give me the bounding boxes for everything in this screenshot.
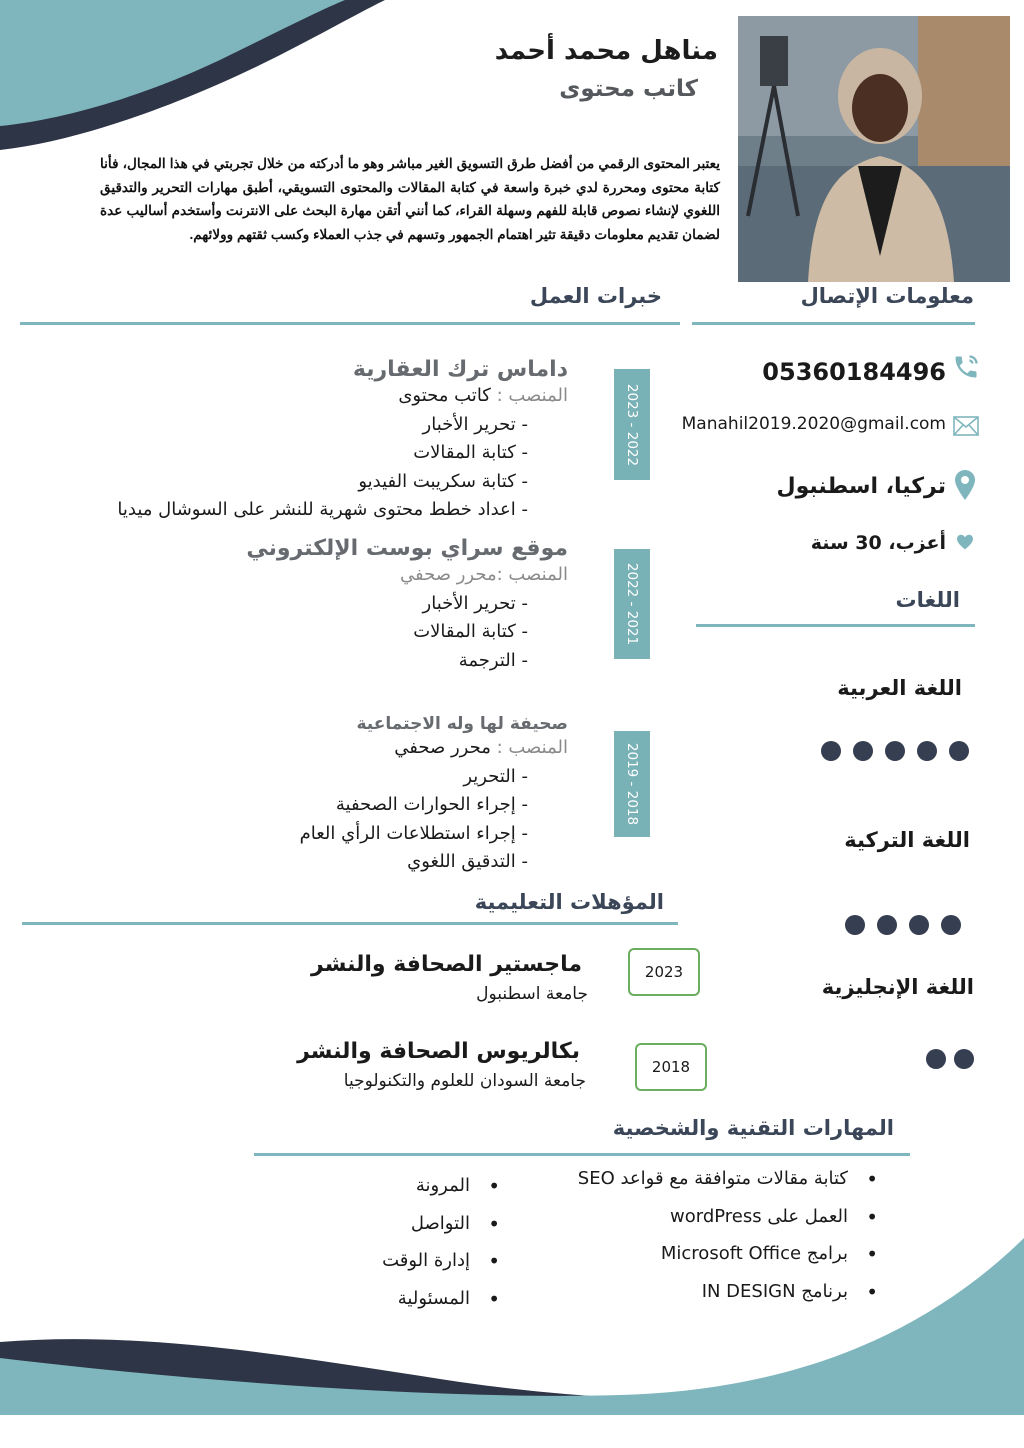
language-english: اللغة الإنجليزية (821, 975, 974, 999)
languages-divider (696, 624, 975, 627)
contact-divider (692, 322, 975, 325)
job-3-task: - التحرير (463, 765, 528, 787)
personal-skill-item: • المرونة (382, 1175, 500, 1213)
position-label: المنصب : (496, 737, 568, 758)
job-3-task: - إجراء الحوارات الصحفية (335, 794, 528, 816)
position-label: المنصب : (496, 564, 568, 585)
position-value: كاتب محتوى (398, 385, 497, 406)
position-label: المنصب : (496, 385, 568, 406)
education-divider (22, 922, 678, 925)
job-2-organization: موقع سراي بوست الإلكتروني (246, 536, 568, 561)
education-1-university: جامعة اسطنبول (476, 984, 588, 1004)
language-turkish-level (845, 915, 961, 935)
email-address[interactable]: Manahil2019.2020@gmail.com (681, 414, 946, 434)
education-1-year: 2023 (628, 948, 700, 996)
level-dot (941, 915, 961, 935)
level-dot (885, 741, 905, 761)
job-2-task: - تحرير الأخبار (422, 592, 528, 614)
skills-section-title: المهارات التقنية والشخصية (612, 1116, 894, 1140)
education-section-title: المؤهلات التعليمية (474, 890, 664, 914)
education-1-degree: ماجستير الصحافة والنشر (311, 952, 582, 977)
applicant-name: مناهل محمد أحمد (494, 36, 718, 66)
phone-number: 05360184496 (762, 358, 946, 386)
languages-section-title: اللغات (895, 588, 960, 612)
personal-skill-item: • المسئولية (382, 1288, 500, 1326)
bottom-white-base (0, 1415, 1024, 1448)
level-dot (821, 741, 841, 761)
job-1 (117, 357, 568, 525)
language-arabic: اللغة العربية (837, 676, 962, 700)
education-2-year: 2018 (635, 1043, 707, 1091)
experience-section-title: خبرات العمل (529, 284, 662, 308)
job-3-dates: 2019 - 2018 (614, 731, 650, 837)
personal-skills-list (382, 1175, 500, 1325)
contact-section-title: معلومات الإتصال (800, 284, 974, 308)
job-2 (246, 536, 568, 675)
profile-summary: يعتبر المحتوى الرقمي من أفضل طرق التسويق الغير مباشر وهو ما أدركته من خلال تجربتي في هذا المجال، فأنا كتابة محتوى ومحررة لدي خبرة واسعة في كتابة المقالات والمحتوى التسويقي، أطبق مهارات التحرير والتدقيق اللغوي لإنشاء نصوص قابلة للفهم وسهلة القراء، كما أنني أتقن مهارة البحث على الانترنت وأستخدم أساليب عدة لضمان تقديم معلومات دقيقة تثير اهتمام الجمهور وتسهم في جذب العملاء وكسب ثقتهم وولائهم. (100, 156, 720, 242)
experience-divider (20, 322, 680, 325)
job-3-task: - التدقيق اللغوي (407, 851, 528, 873)
technical-skill-item: • كتابة مقالات متوافقة مع قواعد SEO (578, 1168, 878, 1206)
job-2-task: - الترجمة (458, 649, 528, 671)
job-2-dates: 2022 - 2021 (614, 549, 650, 659)
level-dot (909, 915, 929, 935)
job-title: كاتب محتوى (559, 76, 698, 102)
job-1-organization: داماس ترك العقارية (352, 357, 568, 382)
language-arabic-level (821, 741, 969, 761)
technical-skills-list (578, 1168, 878, 1318)
education-2-degree: بكالريوس الصحافة والنشر (297, 1039, 580, 1064)
level-dot (845, 915, 865, 935)
location-pin-icon (955, 470, 975, 504)
job-1-task: - اعداد خطط محتوى شهرية للنشر على السوشال ميديا (117, 499, 528, 521)
technical-skill-item: • العمل على wordPress (578, 1206, 878, 1244)
level-dot (917, 741, 937, 761)
mail-icon (953, 416, 979, 440)
heart-icon (956, 534, 974, 554)
job-2-task: - كتابة المقالات (413, 621, 528, 643)
level-dot (853, 741, 873, 761)
job-1-dates: 2023 - 2022 (614, 369, 650, 480)
language-english-level (926, 1049, 974, 1069)
level-dot (949, 741, 969, 761)
position-value: محرر صحفي (399, 564, 497, 585)
phone-icon (952, 353, 980, 385)
education-2-university: جامعة السودان للعلوم والتكنولوجيا (343, 1071, 586, 1091)
level-dot (926, 1049, 946, 1069)
job-3-position (300, 734, 568, 763)
position-value: محرر صحفي (394, 737, 497, 758)
job-3-task: - إجراء استطلاعات الرأي العام (299, 822, 528, 844)
technical-skill-item: • برنامج IN DESIGN (578, 1281, 878, 1319)
job-3-organization: صحيفة لها وله الاجتماعية (356, 714, 568, 734)
skills-divider (254, 1153, 910, 1156)
location: تركيا، اسطنبول (776, 474, 946, 499)
job-1-task: - كتابة سكريبت الفيديو (358, 470, 528, 492)
level-dot (877, 915, 897, 935)
top-teal-wave (0, 0, 345, 126)
job-1-task: - تحرير الأخبار (422, 413, 528, 435)
profile-photo (738, 16, 1010, 282)
level-dot (954, 1049, 974, 1069)
personal-skill-item: • التواصل (382, 1213, 500, 1251)
job-1-position (117, 382, 568, 411)
job-2-position (246, 561, 568, 590)
technical-skill-item: • برامج Microsoft Office (578, 1243, 878, 1281)
personal-skill-item: • إدارة الوقت (382, 1250, 500, 1288)
job-1-task: - كتابة المقالات (413, 442, 528, 464)
language-turkish: اللغة التركية (844, 828, 970, 852)
marital-status-age: أعزب، 30 سنة (810, 532, 946, 554)
job-3 (300, 714, 568, 877)
